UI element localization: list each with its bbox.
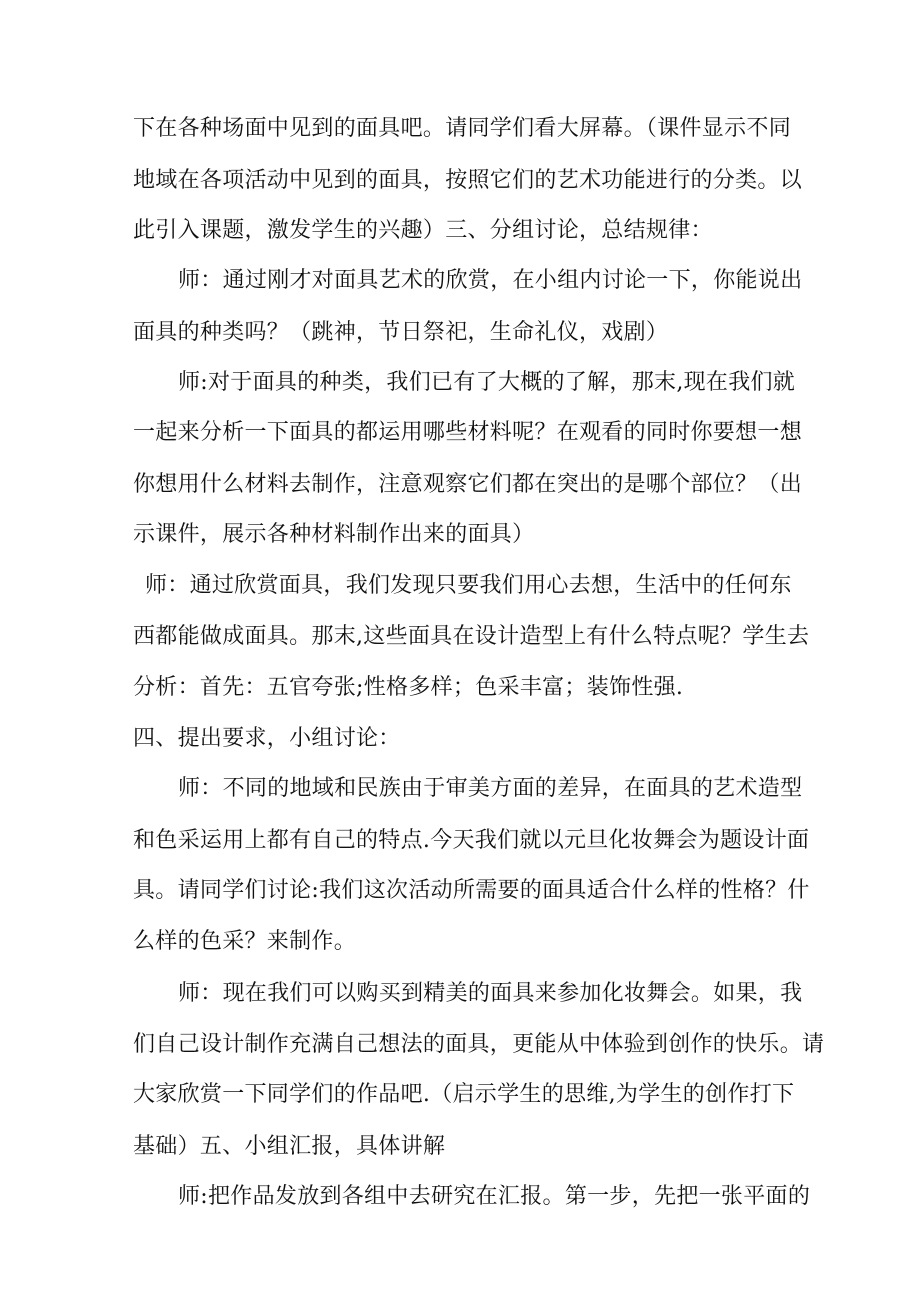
text-line: 师:对于面具的种类，我们已有了大概的了解，那末,现在我们就 [178,370,796,395]
text-line: 们自己设计制作充满自己想法的面具，更能从中体验到创作的快乐。请 [133,1032,825,1057]
text-line: 地域在各项活动中见到的面具，按照它们的艺术功能进行的分类。以 [133,168,803,193]
text-line: 师：不同的地域和民族由于审美方面的差异，在面具的艺术造型 [178,776,803,801]
text-line: 师:把作品发放到各组中去研究在汇报。第一步，先把一张平面的 [178,1184,811,1209]
text-line: 么样的色采？来制作。 [133,929,357,954]
text-line: 大家欣赏一下同学们的作品吧.（启示学生的思维,为学生的创作打下 [133,1082,795,1107]
text-line: 下在各种场面中见到的面具吧。请同学们看大屏幕。（课件显示不同 [133,116,792,141]
text-line: 示课件，展示各种材料制作出来的面具） [133,522,535,547]
text-line: 师：现在我们可以购买到精美的面具来参加化妆舞会。如果，我 [178,981,803,1006]
text-line: 和色采运用上都有自己的特点.今天我们就以元旦化妆舞会为题设计面 [133,828,810,853]
text-line: 师：通过欣赏面具，我们发现只要我们用心去想，生活中的任何东 [145,573,792,598]
text-line: 面具的种类吗？（跳神，节日祭祀，生命礼仪，戏剧） [133,320,669,345]
text-line: 一起来分析一下面具的都运用哪些材料呢？在观看的同时你要想一想 [133,420,803,445]
section-heading: 四、提出要求，小组讨论： [133,726,401,751]
text-line: 你想用什么材料去制作，注意观察它们都在突出的是哪个部位？（出 [133,472,803,497]
text-line: 师：通过刚才对面具艺术的欣赏，在小组内讨论一下，你能说出 [178,268,803,293]
text-line: 基础）五、小组汇报，具体讲解 [133,1134,446,1159]
text-line: 此引入课题，激发学生的兴趣）三、分组讨论，总结规律： [133,218,713,243]
text-line: 分析：首先：五官夸张;性格多样；色采丰富；装饰性强. [133,675,684,700]
text-line: 具。请同学们讨论:我们这次活动所需要的面具适合什么样的性格？什 [133,878,810,903]
text-line: 西都能做成面具。那末,这些面具在设计造型上有什么特点呢？学生去 [133,624,810,649]
